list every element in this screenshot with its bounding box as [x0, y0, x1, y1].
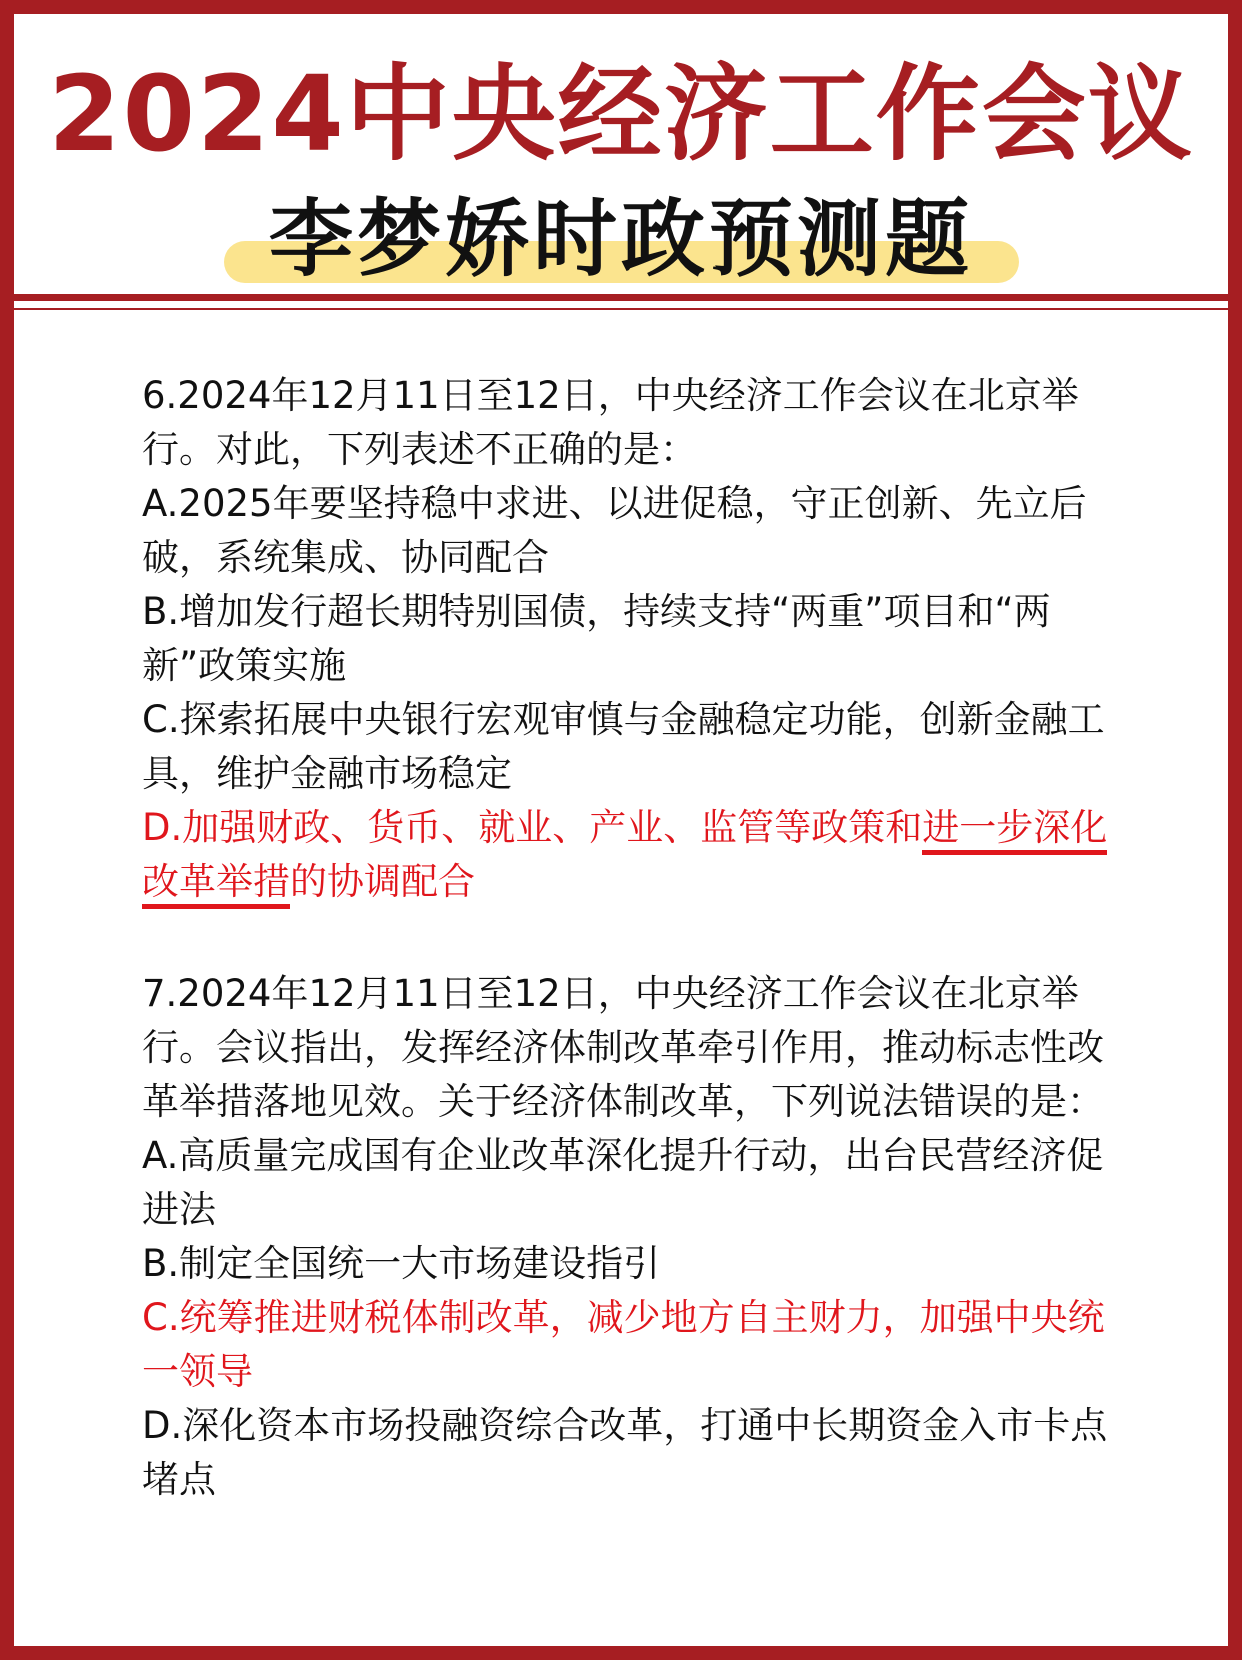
question-7-option-a: A.高质量完成国有企业改革深化提升行动，出台民营经济促进法 [142, 1134, 1104, 1231]
poster-card [14, 14, 1228, 1646]
divider-thin [14, 308, 1228, 310]
question-6-option-d [142, 801, 1122, 909]
question-6-option-d-tail: 的协调配合 [290, 860, 475, 903]
question-6-option-b: B.增加发行超长期特别国债，持续支持“两重”项目和“两新”政策实施 [142, 590, 1051, 687]
question-6-option-d-text: D.加强财政、货币、就业、产业、监管等政策和 [142, 806, 923, 849]
question-6-stem: 6.2024年12月11日至12日，中央经济工作会议在北京举行。对此，下列表述不正确的是： [142, 374, 1079, 471]
page-subtitle: 李梦娇时政预测题 [268, 190, 973, 288]
question-6-option-a: A.2025年要坚持稳中求进、以进促稳，守正创新、先立后破，系统集成、协同配合 [142, 482, 1087, 579]
page-title: 2024中央经济工作会议 [48, 53, 1194, 175]
question-6-option-c: C.探索拓展中央银行宏观审慎与金融稳定功能，创新金融工具，维护金融市场稳定 [142, 698, 1105, 795]
question-7-option-c: C.统筹推进财税体制改革，减少地方自主财力，加强中央统一领导 [142, 1296, 1105, 1393]
question-7 [142, 967, 1122, 1507]
question-7-stem: 7.2024年12月11日至12日，中央经济工作会议在北京举行。会议指出，发挥经济体制改革牵引作用，推动标志性改革举措落地见效。关于经济体制改革，下列说法错误的是： [142, 972, 1104, 1123]
question-list [142, 369, 1122, 1565]
question-7-option-b: B.制定全国统一大市场建设指引 [142, 1242, 661, 1285]
question-7-option-d: D.深化资本市场投融资综合改革，打通中长期资金入市卡点堵点 [142, 1404, 1108, 1501]
question-6-option-d-underlined: 进一步深化改革举措 [142, 806, 1107, 909]
question-6 [142, 369, 1122, 909]
subtitle-block [14, 189, 1228, 289]
divider-thick [14, 294, 1228, 301]
